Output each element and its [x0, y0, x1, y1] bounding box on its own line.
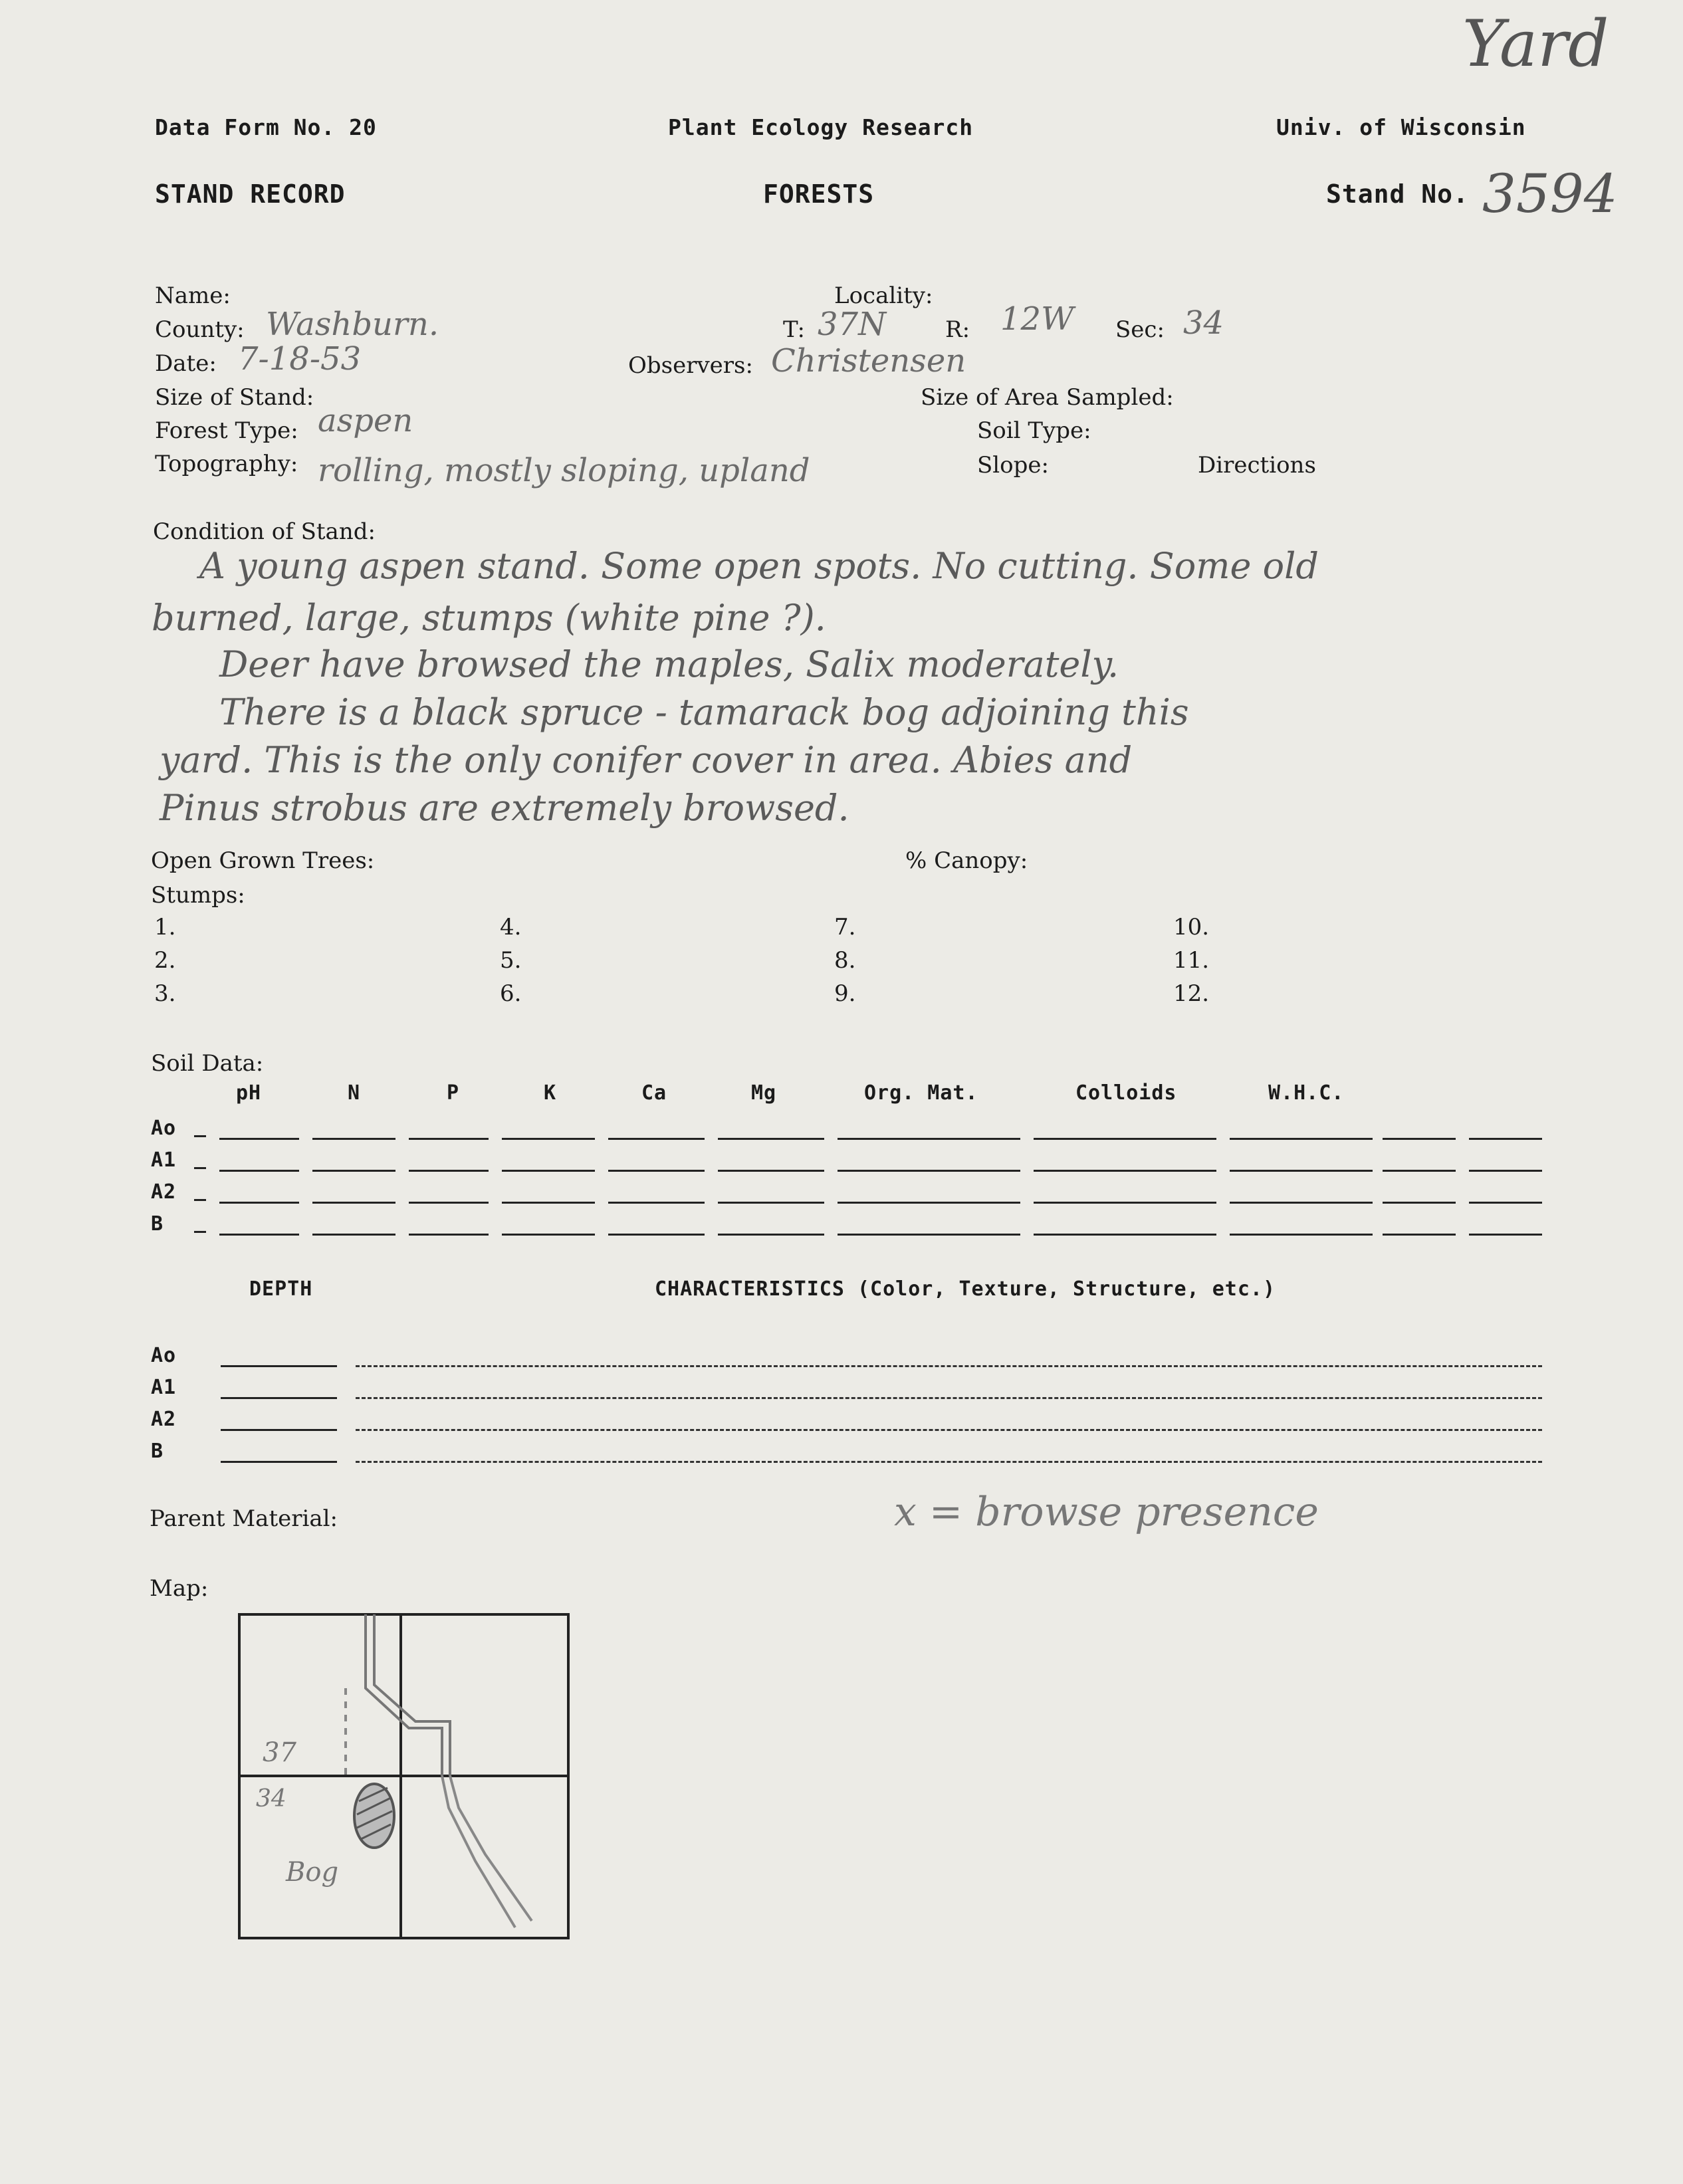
soil-line	[838, 1202, 1020, 1204]
record-title: STAND RECORD	[155, 179, 346, 209]
stump-number: 2.	[154, 947, 176, 974]
stump-number: 6.	[500, 980, 522, 1007]
depth-row-a1: A1	[151, 1376, 177, 1399]
soil-line	[608, 1234, 705, 1236]
soil-line	[1230, 1138, 1373, 1140]
area-sampled-label: Size of Area Sampled:	[921, 384, 1174, 411]
characteristics-line	[356, 1365, 1542, 1367]
condition-line-3: Deer have browsed the maples, Salix moderately.	[219, 643, 1119, 685]
depth-row-a2: A2	[151, 1408, 177, 1431]
canopy-label: % Canopy:	[905, 847, 1028, 874]
soil-line	[409, 1234, 489, 1236]
stump-number: 11.	[1173, 947, 1210, 974]
map-township-note: 37	[263, 1737, 296, 1768]
soil-line	[718, 1202, 824, 1204]
road-line-a	[366, 1614, 442, 1776]
stream-line-b	[450, 1776, 532, 1921]
depth-line	[221, 1365, 337, 1367]
condition-line-2: burned, large, stumps (white pine ?).	[152, 597, 826, 639]
directions-label: Directions	[1198, 452, 1316, 479]
soil-line	[1383, 1170, 1456, 1172]
stump-number: 1.	[154, 914, 176, 940]
road-line-b	[374, 1614, 450, 1776]
soil-line	[1230, 1170, 1373, 1172]
soil-type-label: Soil Type:	[977, 417, 1091, 444]
soil-line	[312, 1202, 395, 1204]
county-value: Washburn.	[266, 306, 439, 343]
stump-number: 7.	[834, 914, 856, 940]
stand-number-label: Stand No.	[1326, 179, 1469, 209]
characteristics-line	[356, 1461, 1542, 1463]
topography-label: Topography:	[155, 451, 298, 477]
browse-presence-note: x = browse presence	[894, 1489, 1319, 1535]
soil-line	[718, 1170, 824, 1172]
soil-line	[409, 1138, 489, 1140]
county-label: County:	[155, 316, 245, 343]
soil-col-org-mat: Org. Mat.	[864, 1081, 978, 1105]
stump-number: 8.	[834, 947, 856, 974]
section-map	[236, 1608, 575, 1941]
soil-line	[219, 1138, 299, 1140]
soil-line	[1469, 1138, 1542, 1140]
soil-col-n: N	[348, 1081, 361, 1105]
soil-col-p: P	[447, 1081, 460, 1105]
soil-line	[1383, 1202, 1456, 1204]
university: Univ. of Wisconsin	[1276, 114, 1526, 140]
soil-col-ca: Ca	[641, 1081, 667, 1105]
stump-number: 4.	[500, 914, 522, 940]
stump-number: 12.	[1173, 980, 1210, 1007]
soil-line	[1230, 1202, 1373, 1204]
depth-line	[221, 1429, 337, 1431]
stump-number: 10.	[1173, 914, 1210, 940]
soil-line	[194, 1167, 206, 1169]
slope-label: Slope:	[977, 452, 1049, 479]
soil-line	[1383, 1234, 1456, 1236]
soil-col-whc: W.H.C.	[1268, 1081, 1345, 1105]
locality-label: Locality:	[834, 282, 933, 309]
soil-line	[312, 1170, 395, 1172]
soil-line	[312, 1234, 395, 1236]
soil-line	[608, 1138, 705, 1140]
soil-line	[718, 1234, 824, 1236]
soil-line	[312, 1138, 395, 1140]
soil-row-ao: Ao	[151, 1117, 177, 1140]
soil-line	[1034, 1202, 1216, 1204]
soil-line	[219, 1234, 299, 1236]
parent-material-label: Parent Material:	[150, 1505, 338, 1532]
condition-label: Condition of Stand:	[153, 518, 376, 545]
depth-line	[221, 1461, 337, 1463]
soil-line	[194, 1135, 206, 1137]
township-value: 37N	[818, 306, 887, 343]
soil-line	[1469, 1170, 1542, 1172]
organization: Plant Ecology Research	[668, 114, 974, 140]
depth-label: DEPTH	[249, 1277, 313, 1301]
soil-line	[502, 1170, 595, 1172]
section-label: Sec:	[1115, 316, 1165, 343]
soil-row-b: B	[151, 1212, 164, 1236]
soil-line	[409, 1170, 489, 1172]
soil-line	[502, 1234, 595, 1236]
condition-line-5: yard. This is the only conifer cover in area. Abies and	[160, 739, 1133, 781]
soil-line	[608, 1202, 705, 1204]
soil-line	[1034, 1138, 1216, 1140]
size-of-stand-label: Size of Stand:	[155, 384, 314, 411]
soil-col-colloids: Colloids	[1075, 1081, 1177, 1105]
soil-data-label: Soil Data:	[151, 1050, 264, 1077]
soil-line	[1469, 1234, 1542, 1236]
characteristics-label: CHARACTERISTICS (Color, Texture, Structure, etc.)	[655, 1277, 1276, 1301]
forest-type-label: Forest Type:	[155, 417, 298, 444]
form-number: Data Form No. 20	[155, 114, 377, 140]
stump-number: 3.	[154, 980, 176, 1007]
depth-row-b: B	[151, 1440, 164, 1463]
soil-row-a1: A1	[151, 1148, 177, 1172]
soil-line	[502, 1138, 595, 1140]
soil-line	[194, 1199, 206, 1201]
soil-row-a2: A2	[151, 1180, 177, 1204]
range-value: 12W	[1000, 300, 1074, 338]
soil-line	[194, 1231, 206, 1233]
observers-value: Christensen	[771, 342, 966, 380]
soil-line	[1230, 1234, 1373, 1236]
characteristics-line	[356, 1397, 1542, 1399]
soil-line	[219, 1170, 299, 1172]
open-grown-trees-label: Open Grown Trees:	[151, 847, 375, 874]
corner-note: Yard	[1462, 7, 1609, 81]
soil-line	[219, 1202, 299, 1204]
soil-col-k: K	[544, 1081, 557, 1105]
soil-line	[1383, 1138, 1456, 1140]
condition-line-1: A young aspen stand. Some open spots. No cutting. Some old	[199, 545, 1319, 587]
soil-line	[838, 1170, 1020, 1172]
map-label: Map:	[150, 1575, 209, 1602]
map-section-note: 34	[256, 1785, 286, 1812]
soil-line	[409, 1202, 489, 1204]
soil-line	[1034, 1170, 1216, 1172]
range-label: R:	[945, 316, 970, 343]
observers-label: Observers:	[628, 352, 753, 379]
condition-line-6: Pinus strobus are extremely browsed.	[160, 787, 849, 829]
soil-line	[502, 1202, 595, 1204]
section-value: 34	[1183, 304, 1224, 342]
depth-line	[221, 1397, 337, 1399]
condition-line-4: There is a black spruce - tamarack bog adjoining this	[219, 691, 1189, 733]
soil-col-mg: Mg	[751, 1081, 777, 1105]
stream-line-a	[442, 1776, 515, 1927]
soil-line	[838, 1138, 1020, 1140]
topography-value: rolling, mostly sloping, upland	[318, 452, 810, 489]
forest-type-value: aspen	[318, 402, 413, 439]
soil-line	[838, 1234, 1020, 1236]
stand-number-value: 3594	[1482, 163, 1618, 225]
soil-col-ph: pH	[236, 1081, 262, 1105]
stump-number: 9.	[834, 980, 856, 1007]
soil-line	[718, 1138, 824, 1140]
date-value: 7-18-53	[238, 340, 362, 378]
date-label: Date:	[155, 350, 217, 377]
depth-row-ao: Ao	[151, 1344, 177, 1367]
form-type: FORESTS	[763, 179, 875, 209]
map-bog-note: Bog	[286, 1857, 339, 1888]
soil-line	[608, 1170, 705, 1172]
soil-line	[1034, 1234, 1216, 1236]
characteristics-line	[356, 1429, 1542, 1431]
name-label: Name:	[155, 282, 231, 309]
soil-line	[1469, 1202, 1542, 1204]
stump-number: 5.	[500, 947, 522, 974]
stumps-label: Stumps:	[151, 882, 245, 909]
township-label: T:	[783, 316, 805, 343]
